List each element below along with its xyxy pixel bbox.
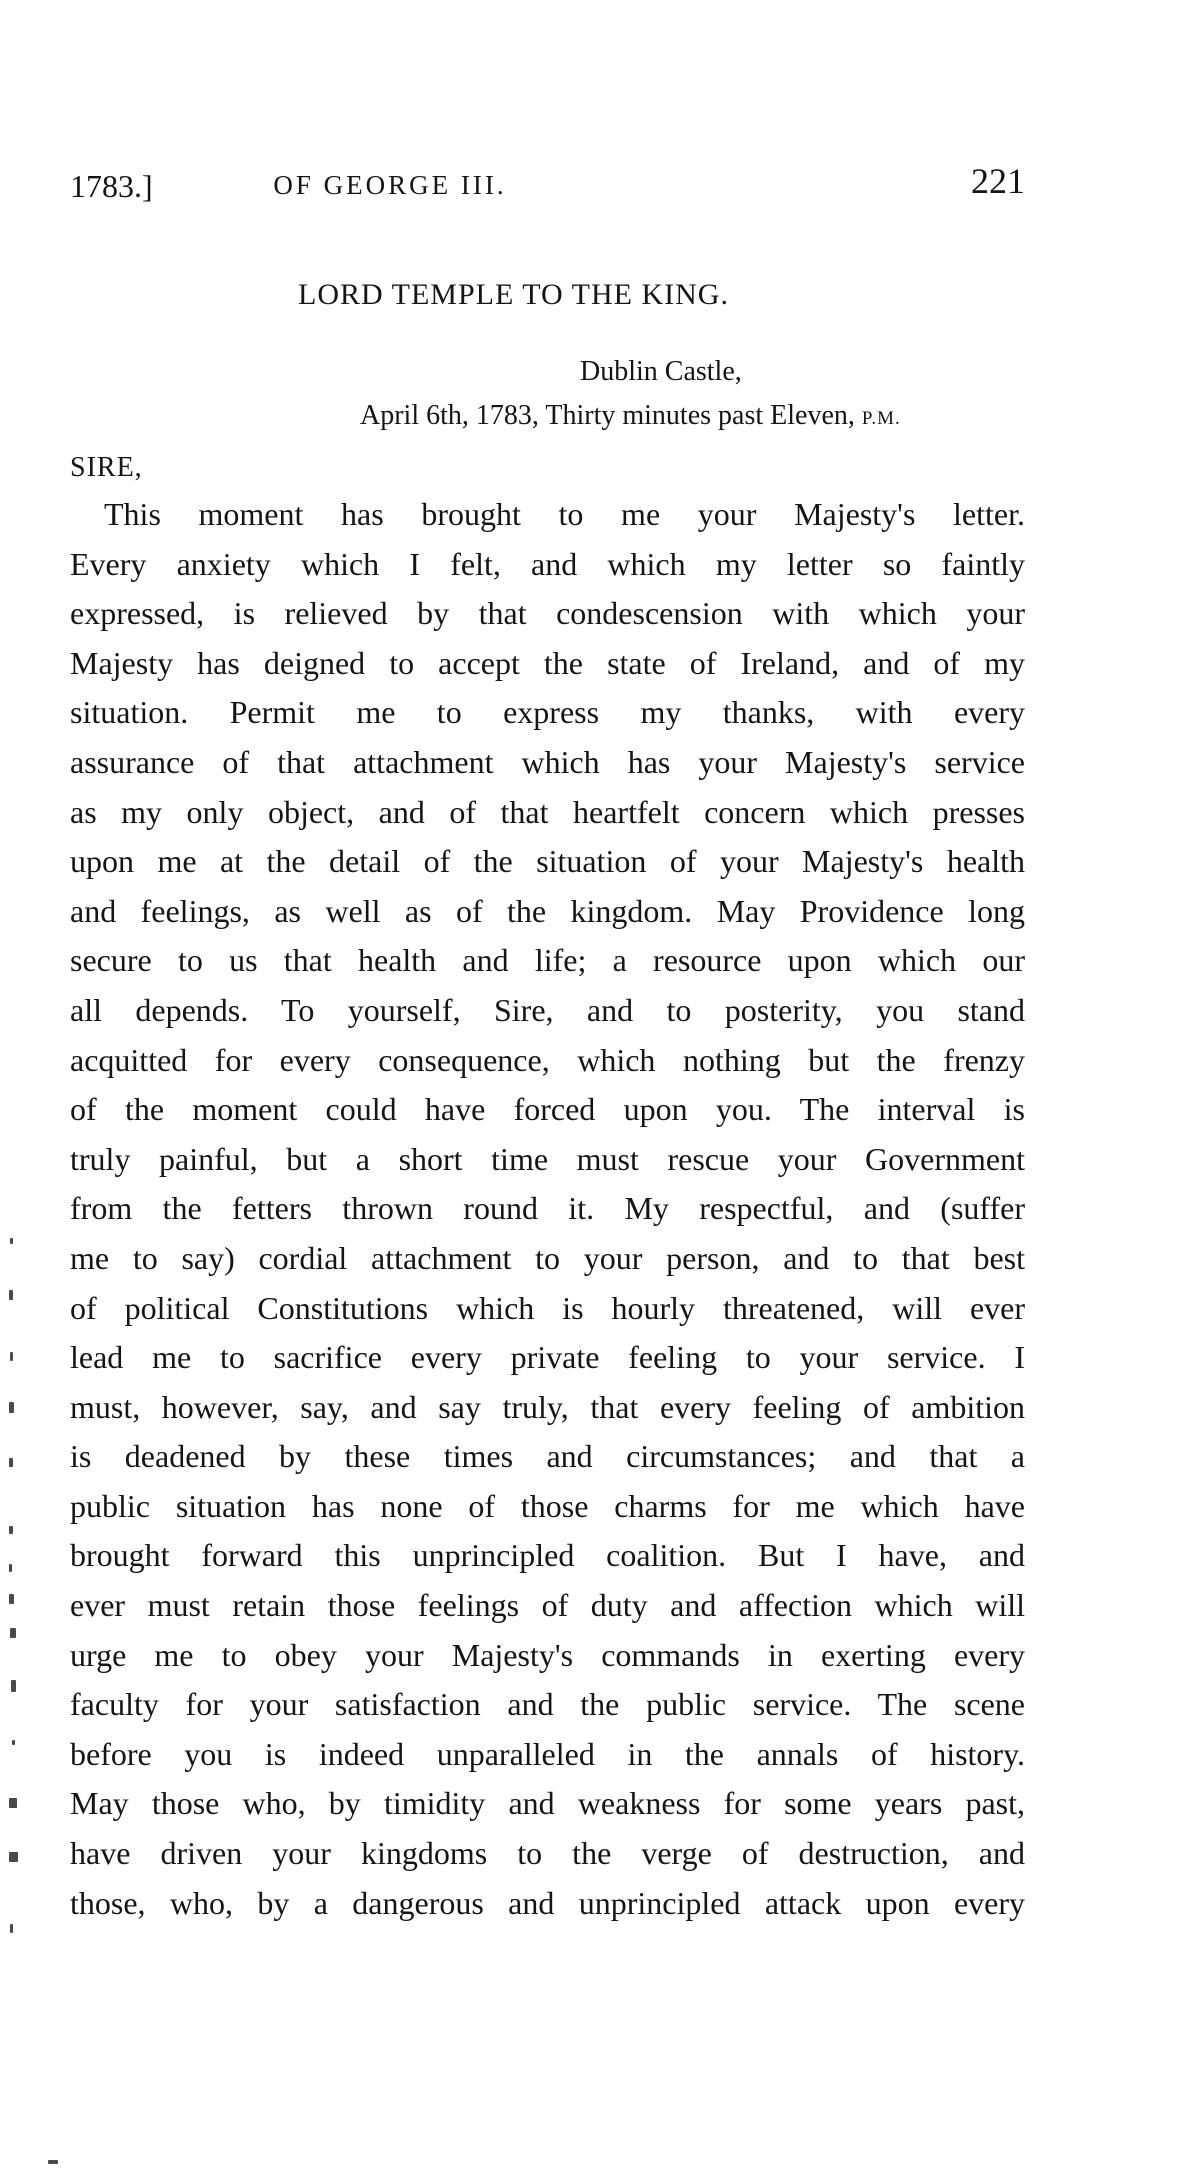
scan-speck (9, 1290, 13, 1300)
scan-speck (9, 1564, 12, 1572)
scan-speck (10, 1238, 13, 1244)
dateline-place: Dublin Castle, (580, 356, 742, 387)
body-line: faculty for your satisfaction and the public service. The scene (70, 1686, 1025, 1723)
body-line: Every anxiety which I felt, and which my letter so faintly (70, 545, 1025, 582)
body-line: from the fetters thrown round it. My respectful, and (suffer (70, 1190, 1025, 1227)
letter-heading: LORD TEMPLE TO THE KING. (298, 278, 729, 311)
body-line: urge me to obey your Majesty's commands in exerting every (70, 1636, 1025, 1673)
scan-speck (9, 1594, 14, 1604)
body-line: secure to us that health and life; a resource upon which our (70, 942, 1025, 979)
body-line: must, however, say, and say truly, that every feeling of ambition (70, 1388, 1025, 1425)
dateline-date-text: April 6th, 1783, Thirty minutes past Eleven, (360, 400, 855, 431)
scan-speck (9, 1402, 14, 1413)
body-line: and feelings, as well as of the kingdom. May Providence long (70, 892, 1025, 929)
body-line: public situation has none of those charms for me which have (70, 1487, 1025, 1524)
body-line: assurance of that attachment which has your Majesty's service (70, 743, 1025, 780)
scan-speck (9, 1526, 13, 1534)
body-line: of political Constitutions which is hourly threatened, will ever (70, 1289, 1025, 1326)
running-head-year: 1783.] (70, 168, 153, 204)
body-line: before you is indeed unparalleled in the annals of history. (70, 1735, 1025, 1772)
salutation: SIRE, (70, 452, 143, 483)
body-line: ever must retain those feelings of duty and affection which will (70, 1587, 1025, 1624)
scan-speck (48, 2160, 58, 2164)
body-line: upon me at the detail of the situation of your Majesty's health (70, 843, 1025, 880)
dateline-pm: P.M. (861, 408, 901, 429)
body-line: is deadened by these times and circumstances; and that a (70, 1438, 1025, 1475)
scan-speck (12, 1740, 15, 1745)
body-line: those, who, by a dangerous and unprincipled attack upon every (70, 1884, 1025, 1921)
body-line: expressed, is relieved by that condescension with which your (70, 595, 1025, 632)
scan-speck (11, 1680, 16, 1692)
running-head (70, 160, 1025, 210)
body-line: This moment has brought to me your Majesty's letter. (104, 496, 1025, 532)
body-line: lead me to sacrifice every private feeling to your service. I (70, 1339, 1025, 1376)
body-line: all depends. To yourself, Sire, and to posterity, you stand (70, 991, 1025, 1028)
body-line: have driven your kingdoms to the verge of destruction, and (70, 1835, 1025, 1872)
scan-speck (10, 1628, 16, 1638)
body-line: as my only object, and of that heartfelt concern which presses (70, 793, 1025, 830)
body-line: situation. Permit me to express my thanks, with every (70, 694, 1025, 731)
scan-speck (9, 1852, 18, 1862)
scan-speck (9, 1798, 17, 1808)
body-line: of the moment could have forced upon you. The interval is (70, 1091, 1025, 1128)
dateline-date (360, 400, 901, 432)
body-line: truly painful, but a short time must rescue your Government (70, 1140, 1025, 1177)
gutter-scan-marks (0, 0, 70, 2168)
body-line: acquitted for every consequence, which nothing but the frenzy (70, 1041, 1025, 1078)
letter-body (70, 490, 1025, 1928)
running-head-title: OF GEORGE III. (273, 170, 507, 200)
scan-speck (10, 1352, 13, 1361)
body-line: brought forward this unprincipled coalition. But I have, and (70, 1537, 1025, 1574)
body-line: May those who, by timidity and weakness for some years past, (70, 1785, 1025, 1822)
body-line: me to say) cordial attachment to your person, and to that best (70, 1239, 1025, 1276)
scan-speck (9, 1458, 13, 1467)
body-line: Majesty has deigned to accept the state of Ireland, and of my (70, 644, 1025, 681)
scan-speck (10, 1924, 13, 1933)
page-number: 221 (971, 161, 1025, 201)
